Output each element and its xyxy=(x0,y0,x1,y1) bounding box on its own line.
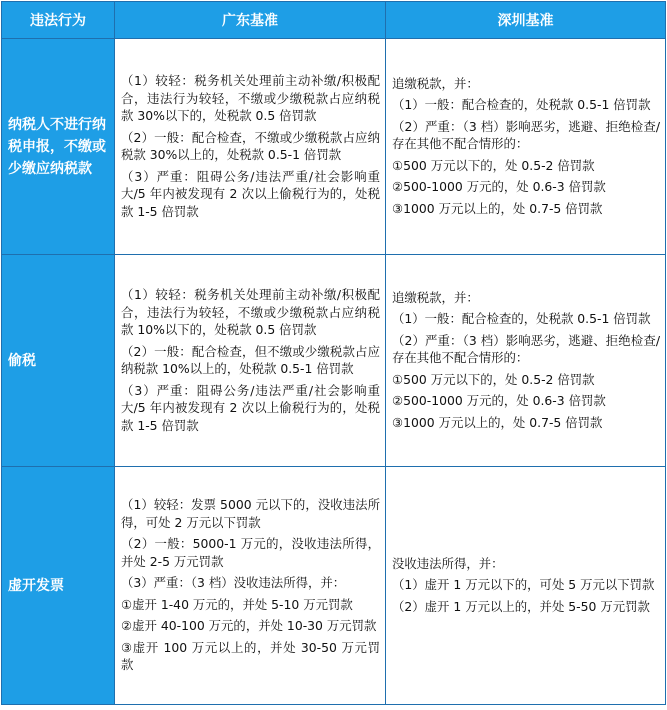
table-row xyxy=(2,255,666,467)
header-guangdong: 广东基准 xyxy=(115,2,386,39)
shenzhen-item: ①500 万元以下的，处 0.5-2 倍罚款 xyxy=(392,371,595,387)
guangdong-cell xyxy=(115,255,386,467)
guangdong-item: （3）严重：阻碍公务/违法严重/社会影响重大/5 年内被发现有 2 次以上偷税行为的，处税款 1-5 倍罚款 xyxy=(121,382,380,433)
shenzhen-cell xyxy=(386,467,666,705)
shenzhen-item: ③1000 万元以上的，处 0.7-5 倍罚款 xyxy=(392,414,603,430)
shenzhen-item: ③1000 万元以上的，处 0.7-5 倍罚款 xyxy=(392,200,603,216)
guangdong-item: （2）一般：配合检查，但不缴或少缴税款占应纳税款 10%以上的，处税款 0.5-1 倍罚款 xyxy=(121,343,380,376)
shenzhen-item: ②500-1000 万元的，处 0.6-3 倍罚款 xyxy=(392,393,606,409)
shenzhen-item: （1）一般：配合检查的，处税款 0.5-1 倍罚款 xyxy=(392,97,651,113)
row-category: 纳税人不进行纳税申报，不缴或少缴应纳税款 xyxy=(2,39,115,255)
guangdong-item: （1）较轻：税务机关处理前主动补缴/积极配合，违法行为较轻，不缴或少缴税款占应纳税款 10%以下的，处税款 0.5 倍罚款 xyxy=(121,287,380,337)
table-row xyxy=(2,467,666,705)
shenzhen-item: （2）严重：（3 档）影响恶劣，逃避、拒绝检查/存在其他不配合情形的： xyxy=(392,332,660,366)
shenzhen-cell xyxy=(386,255,666,467)
shenzhen-item: （1）一般：配合检查的，处税款 0.5-1 倍罚款 xyxy=(392,311,651,327)
guangdong-cell xyxy=(115,467,386,705)
guangdong-item: （1）较轻：发票 5000 元以下的，没收违法所得，可处 2 万元以下罚款 xyxy=(121,497,380,530)
shenzhen-item: 没收违法所得，并： xyxy=(392,555,504,571)
shenzhen-item: 追缴税款，并： xyxy=(392,289,479,305)
table-row xyxy=(2,39,666,255)
table-header-row xyxy=(2,2,666,39)
shenzhen-item: ①500 万元以下的，处 0.5-2 倍罚款 xyxy=(392,157,595,173)
guangdong-item: ①虚开 1-40 万元的，并处 5-10 万元罚款 xyxy=(121,596,353,612)
penalty-comparison-table xyxy=(1,1,666,705)
guangdong-cell xyxy=(115,39,386,255)
header-shenzhen: 深圳基准 xyxy=(386,2,666,39)
row-category: 虚开发票 xyxy=(2,467,115,705)
guangdong-item: ③虚开 100 万元以上的，并处 30-50 万元罚款 xyxy=(121,639,380,673)
shenzhen-item: ②500-1000 万元的，处 0.6-3 倍罚款 xyxy=(392,179,606,195)
guangdong-item: （3）严重：阻碍公务/违法严重/社会影响重大/5 年内被发现有 2 次以上偷税行为的，处税款 1-5 倍罚款 xyxy=(121,168,380,219)
shenzhen-item: （2）严重：（3 档）影响恶劣，逃避、拒绝检查/存在其他不配合情形的： xyxy=(392,118,660,152)
header-violation: 违法行为 xyxy=(2,2,115,39)
guangdong-item: （2）一般：5000-1 万元的，没收违法所得，并处 2-5 万元罚款 xyxy=(121,536,380,569)
row-category: 偷税 xyxy=(2,255,115,467)
shenzhen-item: （2）虚开 1 万元以上的，并处 5-50 万元罚款 xyxy=(392,598,650,614)
guangdong-item: （2）一般：配合检查，不缴或少缴税款占应纳税款 30%以上的，处税款 0.5-1 倍罚款 xyxy=(121,129,380,162)
guangdong-item: （3）严重：（3 档）没收违法所得，并： xyxy=(121,575,346,591)
shenzhen-item: 追缴税款，并： xyxy=(392,75,479,91)
guangdong-item: ②虚开 40-100 万元的，并处 10-30 万元罚款 xyxy=(121,618,377,634)
shenzhen-cell xyxy=(386,39,666,255)
shenzhen-item: （1）虚开 1 万元以下的，可处 5 万元以下罚款 xyxy=(392,577,655,593)
guangdong-item: （1）较轻：税务机关处理前主动补缴/积极配合，违法行为较轻，不缴或少缴税款占应纳税款 30%以下的，处税款 0.5 倍罚款 xyxy=(121,73,380,123)
